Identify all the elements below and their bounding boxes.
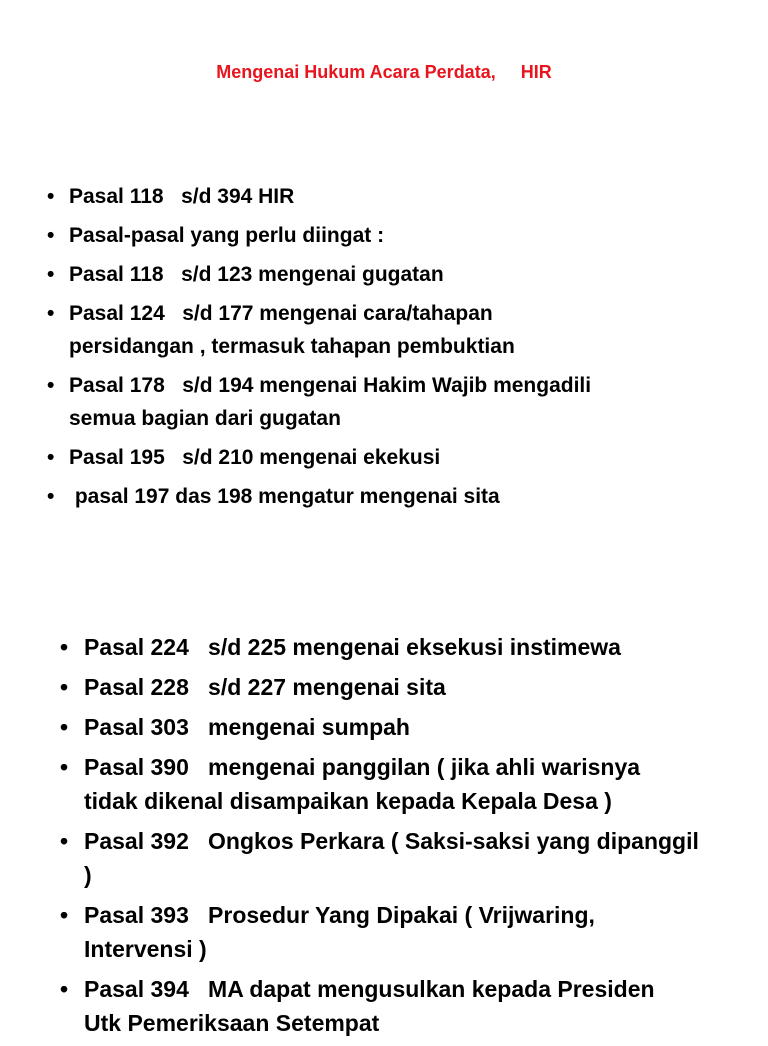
- list-item-text: Pasal 228 s/d 227 mengenai sita: [84, 674, 446, 700]
- list-item-text: Pasal-pasal yang perlu diingat :: [69, 224, 385, 247]
- bullet-icon: •: [47, 302, 55, 325]
- list-item-text: Pasal 393 Prosedur Yang Dipakai ( Vrijwaring, Intervensi ): [84, 902, 595, 962]
- bullet-icon: •: [60, 976, 69, 1002]
- bullet-icon: •: [47, 446, 55, 469]
- bullet-icon: •: [47, 185, 55, 208]
- list-item-text: Pasal 124 s/d 177 mengenai cara/tahapan persidangan , termasuk tahapan pembuktian: [69, 302, 515, 358]
- bullet-list-section-2: [60, 630, 764, 1046]
- list-item: [47, 297, 749, 363]
- list-item: [47, 258, 749, 291]
- list-item-text: pasal 197 das 198 mengatur mengenai sita: [69, 485, 500, 508]
- bullet-icon: •: [60, 674, 69, 700]
- list-item-text: Pasal 195 s/d 210 mengenai ekekusi: [69, 446, 441, 469]
- list-item: [60, 630, 764, 664]
- list-item-text: Pasal 394 MA dapat mengusulkan kepada Presiden Utk Pemeriksaan Setempat: [84, 976, 655, 1036]
- list-item: [60, 824, 764, 892]
- list-item-text: Pasal 178 s/d 194 mengenai Hakim Wajib mengadili semua bagian dari gugatan: [69, 374, 592, 430]
- list-item: [60, 898, 764, 966]
- list-item-text: Pasal 390 mengenai panggilan ( jika ahli warisnya tidak dikenal disampaikan kepada Kepala Desa ): [84, 754, 641, 814]
- list-item-text: Pasal 118 s/d 123 mengenai gugatan: [69, 263, 444, 286]
- list-item: [47, 219, 749, 252]
- bullet-icon: •: [60, 714, 69, 740]
- list-item: [47, 480, 749, 513]
- list-item: [47, 369, 749, 435]
- list-item-text: Pasal 392 Ongkos Perkara ( Saksi-saksi yang dipanggil ): [84, 828, 699, 888]
- list-item: [47, 180, 749, 213]
- list-item: [60, 972, 764, 1040]
- bullet-list-section-1: [47, 180, 749, 519]
- bullet-icon: •: [60, 754, 69, 780]
- list-item: [60, 710, 764, 744]
- list-item-text: Pasal 303 mengenai sumpah: [84, 714, 410, 740]
- list-item: [60, 750, 764, 818]
- bullet-icon: •: [60, 828, 69, 854]
- list-item-text: Pasal 224 s/d 225 mengenai eksekusi instimewa: [84, 634, 621, 660]
- list-item-text: Pasal 118 s/d 394 HIR: [69, 185, 295, 208]
- bullet-icon: •: [47, 263, 55, 286]
- bullet-icon: •: [47, 485, 55, 508]
- bullet-icon: •: [60, 634, 69, 660]
- page-title: Mengenai Hukum Acara Perdata, HIR: [216, 62, 552, 82]
- bullet-icon: •: [47, 374, 55, 397]
- bullet-icon: •: [47, 224, 55, 247]
- bullet-icon: •: [60, 902, 69, 928]
- list-item: [47, 441, 749, 474]
- list-item: [60, 670, 764, 704]
